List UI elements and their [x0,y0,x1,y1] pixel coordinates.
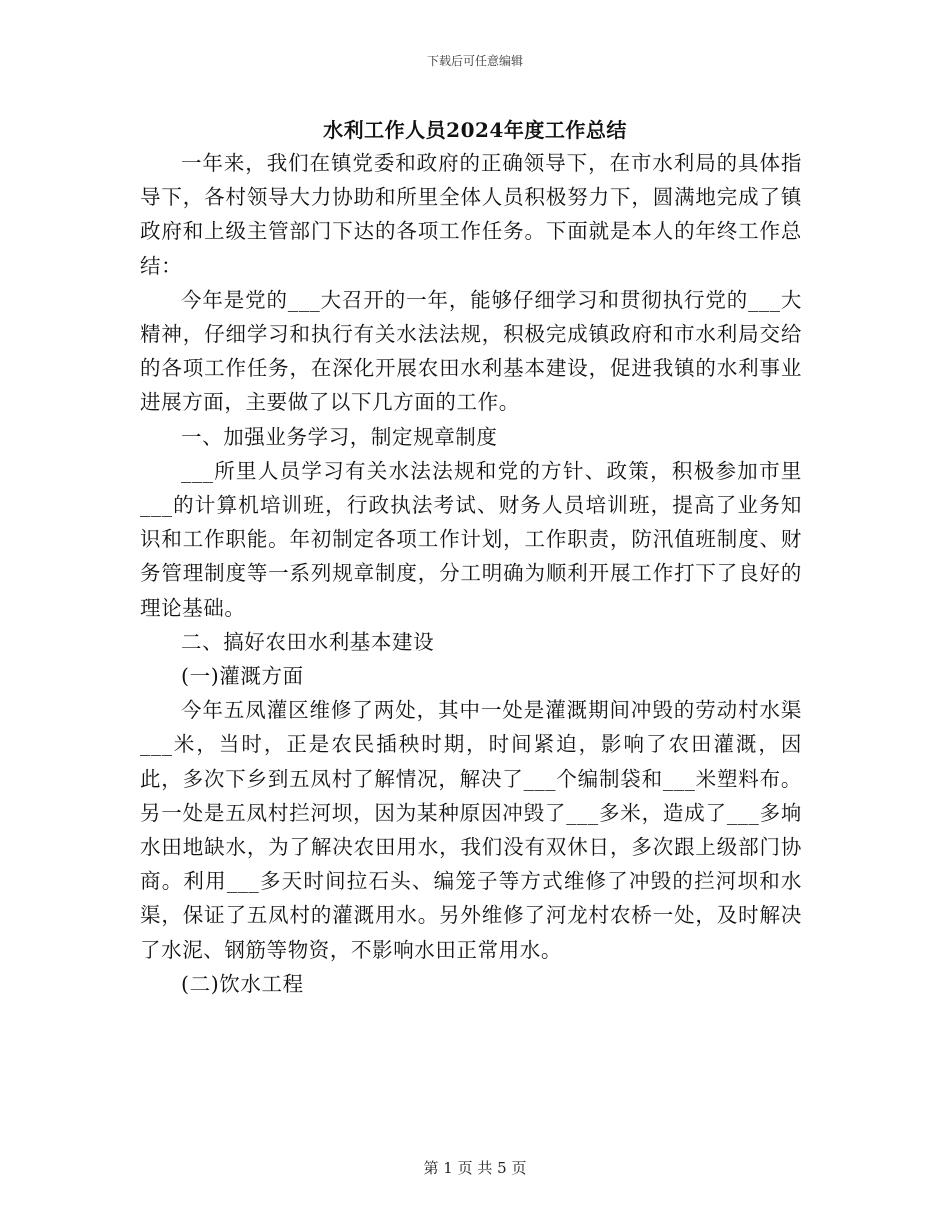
subsection-heading-water-supply: (二)饮水工程 [181,971,304,996]
paragraph-overview: 今年是党的___大召开的一年，能够仔细学习和贯彻执行党的___大精神，仔细学习和执行有关水法法规，积极完成镇政府和市水利局交给的各项工作任务，在深化开展农田水利基本建设，促进我镇的水利事业进展方面，主要做了以下几方面的工作。 [140,287,802,415]
subsection-heading-irrigation: (一)灌溉方面 [181,664,304,689]
paragraph-study: ___所里人员学习有关水法法规和党的方针、政策，积极参加市里___的计算机培训班，行政执法考试、财务人员培训班，提高了业务知识和工作职能。年初制定各项工作计划，工作职责，防汛值班制度、财务管理制度等一系列规章制度，分工明确为顺利开展工作打下了良好的理论基础。 [140,458,802,620]
section-heading-2: 二、搞好农田水利基本建设 [181,629,435,654]
page-header-note: 下载后可任意编辑 [426,54,523,68]
document-body [140,146,802,1001]
document-title: 水利工作人员2024年度工作总结 [323,118,627,142]
paragraph-intro: 一年来，我们在镇党委和政府的正确领导下，在市水利局的具体指导下，各村领导大力协助和所里全体人员积极努力下，圆满地完成了镇政府和上级主管部门下达的各项工作任务。下面就是本人的年终工作总结： [140,151,802,278]
paragraph-irrigation: 今年五凤灌区维修了两处，其中一处是灌溉期间冲毁的劳动村水渠___米，当时，正是农民插秧时期，时间紧迫，影响了农田灌溉，因此，多次下乡到五凤村了解情况，解决了___个编制袋和___米塑料布。另一处是五凤村拦河坝，因为某种原因冲毁了___多米，造成了___多垧水田地缺水，为了解决农田用水，我们没有双休日，多次跟上级部门协商。利用___多天时间拉石头、编笼子等方式维修了冲毁的拦河坝和水渠，保证了五凤村的灌溉用水。另外维修了河龙村农桥一处，及时解决了水泥、钢筋等物资，不影响水田正常用水。 [140,698,802,962]
page-number: 第 1 页 共 5 页 [423,1159,527,1177]
section-heading-1: 一、加强业务学习，制定规章制度 [181,424,498,449]
